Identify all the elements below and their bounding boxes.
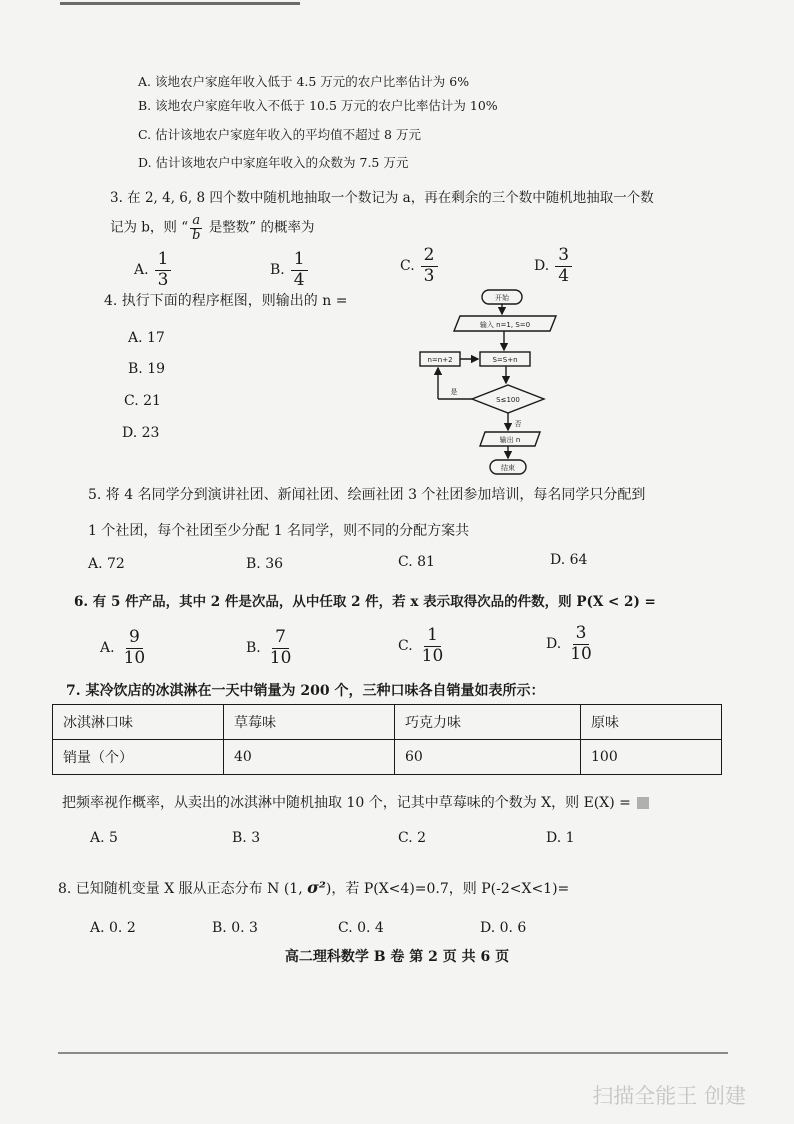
flow-no-label: 否 bbox=[514, 420, 522, 428]
q5-option-b: B. 36 bbox=[246, 556, 284, 572]
q2-option-c: C. 估计该地农户家庭年收入的平均值不超过 8 万元 bbox=[138, 127, 421, 142]
q5-option-d: D. 64 bbox=[550, 552, 588, 568]
q2-option-b: B. 该地农户家庭年收入不低于 10.5 万元的农户比率估计为 10% bbox=[138, 98, 498, 113]
table-row bbox=[53, 740, 722, 775]
table-cell: 40 bbox=[224, 740, 395, 775]
flow-output-label: 输出 n bbox=[499, 436, 521, 444]
flow-update-s-label: S=S+n bbox=[492, 356, 518, 364]
q6-stem: 6. 有 5 件产品，其中 2 件是次品，从中任取 2 件，若 x 表示取得次品的件数，则 P(X < 2) = bbox=[74, 594, 656, 610]
table-cell: 巧克力味 bbox=[395, 705, 581, 740]
q3-option-d: D. $\frac{3}{4}$ bbox=[534, 246, 572, 286]
q7-stem: 7. 某冷饮店的冰淇淋在一天中销量为 200 个，三种口味各自销量如表所示： bbox=[66, 683, 545, 699]
table-cell: 100 bbox=[581, 740, 722, 775]
q4-option-b: B. 19 bbox=[128, 361, 166, 377]
q3-fraction-ab: $\frac{a}{b}$ bbox=[192, 213, 201, 243]
flow-end-label: 结束 bbox=[501, 464, 515, 472]
flow-condition-label: S≤100 bbox=[496, 396, 520, 404]
q2-option-a: A. 该地农户家庭年收入低于 4.5 万元的农户比率估计为 6% bbox=[138, 74, 470, 89]
q4-option-d: D. 23 bbox=[122, 425, 160, 441]
table-header-row bbox=[53, 705, 722, 740]
q8-option-d: D. 0. 6 bbox=[480, 920, 527, 936]
q8-option-c: C. 0. 4 bbox=[338, 920, 384, 936]
q6-option-c: C. $\frac{1}{10}$ bbox=[398, 625, 444, 666]
q4-option-a: A. 17 bbox=[128, 330, 165, 346]
scanner-watermark: 扫描全能王 创建 bbox=[592, 1084, 746, 1108]
table-cell: 原味 bbox=[581, 705, 722, 740]
q4-stem: 4. 执行下面的程序框图，则输出的 n = bbox=[104, 293, 348, 309]
q7-option-b: B. 3 bbox=[232, 830, 261, 846]
q7-follow-up: 把频率视作概率，从卖出的冰淇淋中随机抽取 10 个，记其中草莓味的个数为 X，则 E(X) = bbox=[62, 792, 649, 812]
page-footer: 高二理科数学 B 卷 第 2 页 共 6 页 bbox=[284, 949, 510, 965]
q3-stem-post: 是整数” 的概率为 bbox=[204, 219, 315, 236]
q3-option-a: A. $\frac{1}{3}$ bbox=[134, 250, 171, 290]
q7-option-d: D. 1 bbox=[546, 830, 575, 846]
scan-edge-bottom bbox=[58, 1052, 728, 1054]
program-flowchart bbox=[410, 286, 590, 478]
q3-stem-line2 bbox=[110, 214, 314, 242]
q8-stem: 8. 已知随机变量 X 服从正态分布 N (1, σ²)，若 P(X<4)=0.7，则 P(-2<X<1)= bbox=[58, 878, 570, 897]
q4-option-c: C. 21 bbox=[124, 393, 161, 409]
q8-sigma: σ² bbox=[307, 878, 326, 897]
flow-yes-label: 是 bbox=[450, 388, 458, 396]
table-cell: 60 bbox=[395, 740, 581, 775]
q7-sales-table bbox=[52, 704, 722, 775]
q6-option-a: A. $\frac{9}{10}$ bbox=[100, 627, 146, 668]
q3-option-c: C. $\frac{2}{3}$ bbox=[400, 246, 438, 286]
table-cell: 草莓味 bbox=[224, 705, 395, 740]
q3-option-b: B. $\frac{1}{4}$ bbox=[270, 250, 308, 290]
q5-option-c: C. 81 bbox=[398, 554, 435, 570]
q7-option-a: A. 5 bbox=[90, 830, 118, 846]
q3-stem-line1: 3. 在 2, 4, 6, 8 四个数中随机地抽取一个数记为 a，再在剩余的三个数中随机地抽取一个数 bbox=[110, 190, 654, 206]
flow-input-label: 输入 n=1, S=0 bbox=[479, 321, 531, 329]
q6-option-d: D. $\frac{3}{10}$ bbox=[546, 623, 592, 664]
q3-stem-pre: 记为 b，则 “ bbox=[110, 219, 189, 236]
flow-update-n-label: n=n+2 bbox=[427, 356, 453, 364]
q8-option-a: A. 0. 2 bbox=[90, 920, 136, 936]
q2-option-d: D. 估计该地农户中家庭年收入的众数为 7.5 万元 bbox=[138, 155, 409, 170]
scan-edge-top bbox=[60, 2, 300, 5]
flow-start-label: 开始 bbox=[495, 294, 509, 302]
q5-option-a: A. 72 bbox=[88, 556, 125, 572]
answer-blank-square bbox=[637, 797, 649, 809]
table-cell: 销量（个） bbox=[53, 740, 224, 775]
q5-stem-line1: 5. 将 4 名同学分到演讲社团、新闻社团、绘画社团 3 个社团参加培训，每名同学只分配到 bbox=[88, 487, 646, 503]
q5-stem-line2: 1 个社团，每个社团至少分配 1 名同学，则不同的分配方案共 bbox=[88, 523, 470, 539]
table-cell: 冰淇淋口味 bbox=[53, 705, 224, 740]
q8-option-b: B. 0. 3 bbox=[212, 920, 258, 936]
q7-option-c: C. 2 bbox=[398, 830, 427, 846]
q6-option-b: B. $\frac{7}{10}$ bbox=[246, 627, 292, 668]
